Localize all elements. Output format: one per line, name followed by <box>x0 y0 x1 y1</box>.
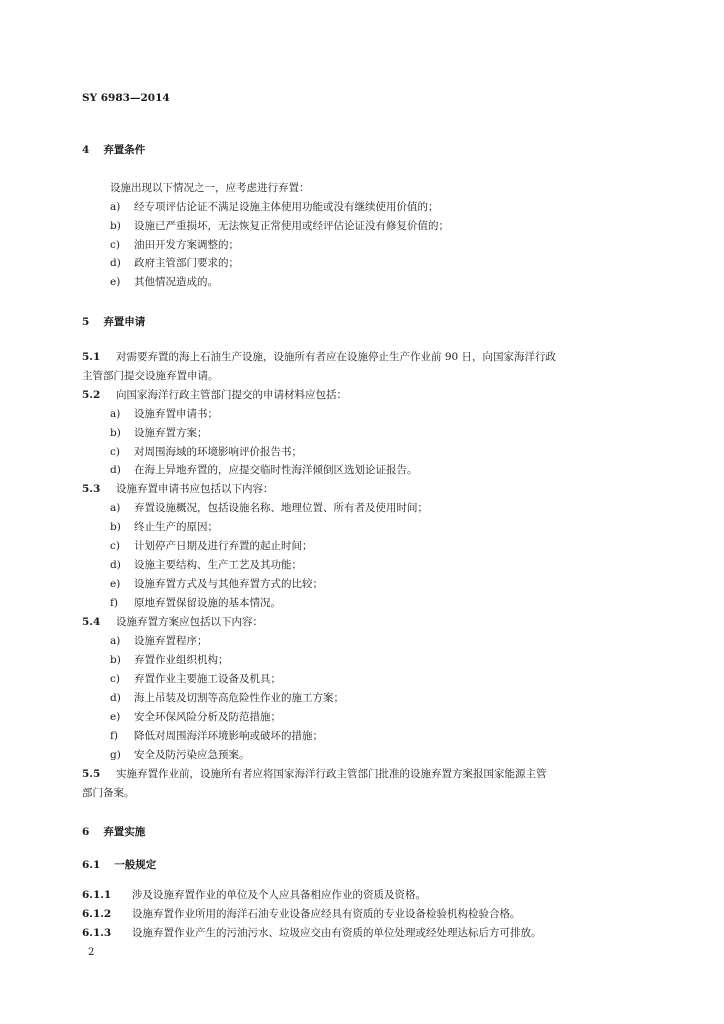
clause-5-5: 5.5 实施弃置作业前，设施所有者应将国家海洋行政主管部门批准的设施弃置方案报国家能源主管 <box>82 768 547 780</box>
clause-5-4: 5.4 设施弃置方案应包括以下内容： <box>82 616 263 628</box>
list-item: e) 设施弃置方式及与其他弃置方式的比较； <box>110 578 323 590</box>
section-number: 6 <box>82 826 90 838</box>
section-4-intro: 设施出现以下情况之一，应考虑进行弃置： <box>110 182 310 194</box>
list-item: a) 设施弃置程序； <box>110 635 208 647</box>
list-item: a) 弃置设施概况，包括设施名称、地理位置、所有者及使用时间； <box>110 502 428 514</box>
list-item: f) 降低对周围海洋环境影响或破坏的措施； <box>110 730 323 742</box>
section-number: 4 <box>82 144 90 156</box>
list-item: d) 政府主管部门要求的； <box>110 257 239 269</box>
clause-5-1: 5.1 对需要弃置的海上石油生产设施，设施所有者应在设施停止生产作业前 90 日，向国家海洋行政 <box>82 351 557 363</box>
section-title: 弃置实施 <box>103 826 146 838</box>
list-item: b) 设施弃置方案； <box>110 427 208 439</box>
list-item: a) 设施弃置申请书； <box>110 408 218 420</box>
list-item: e) 安全环保风险分析及防范措施； <box>110 711 281 723</box>
section-title: 弃置申请 <box>103 316 146 328</box>
clause-5-5-cont: 部门备案。 <box>82 787 135 799</box>
clause-6-1-2: 6.1.2 设施弃置作业所用的海洋石油专业设备应经具有资质的专业设备检验机构检验合格。 <box>82 908 521 920</box>
section-number: 5 <box>82 316 90 328</box>
clause-6-1-1: 6.1.1 涉及设施弃置作业的单位及个人应具备相应作业的资质及资格。 <box>82 889 426 901</box>
list-item: e) 其他情况造成的。 <box>110 276 218 288</box>
subsection-6-1-heading: 6.1 一般规定 <box>82 859 157 871</box>
list-item: d) 在海上异地弃置的，应提交临时性海洋倾倒区选划论证报告。 <box>110 464 418 476</box>
list-item: f) 原地弃置保留设施的基本情况。 <box>110 597 281 609</box>
section-title: 弃置条件 <box>103 144 146 156</box>
list-item: b) 弃置作业组织机构； <box>110 654 229 666</box>
list-item: c) 弃置作业主要施工设备及机具； <box>110 673 281 685</box>
clause-5-2: 5.2 向国家海洋行政主管部门提交的申请材料应包括： <box>82 389 347 401</box>
list-item: g) 安全及防污染应急预案。 <box>110 749 250 761</box>
list-item: d) 海上吊装及切割等高危险性作业的施工方案； <box>110 692 344 704</box>
doc-code-header: SY 6983—2014 <box>82 92 170 104</box>
clause-6-1-3: 6.1.3 设施弃置作业产生的污油污水、垃圾应交由有资质的单位处理或经处理达标后方可排放。 <box>82 927 542 939</box>
list-item: c) 油田开发方案调整的； <box>110 239 239 251</box>
section-4-heading <box>82 143 145 157</box>
clause-5-3: 5.3 设施弃置申请书应包括以下内容： <box>82 483 274 495</box>
section-5-heading <box>82 315 145 329</box>
section-6-heading <box>82 825 145 839</box>
clause-5-1-cont: 主管部门提交设施弃置申请。 <box>82 370 219 382</box>
list-item: c) 计划停产日期及进行弃置的起止时间； <box>110 540 313 552</box>
list-item: c) 对周围海域的环境影响评价报告书； <box>110 446 302 458</box>
page-number: 2 <box>88 947 95 958</box>
list-item: b) 设施已严重损坏，无法恢复正常使用或经评估论证没有修复价值的； <box>110 220 449 232</box>
list-item: d) 设施主要结构、生产工艺及其功能； <box>110 559 302 571</box>
list-item: a) 经专项评估论证不满足设施主体使用功能或没有继续使用价值的； <box>110 201 439 213</box>
list-item: b) 终止生产的原因； <box>110 521 218 533</box>
